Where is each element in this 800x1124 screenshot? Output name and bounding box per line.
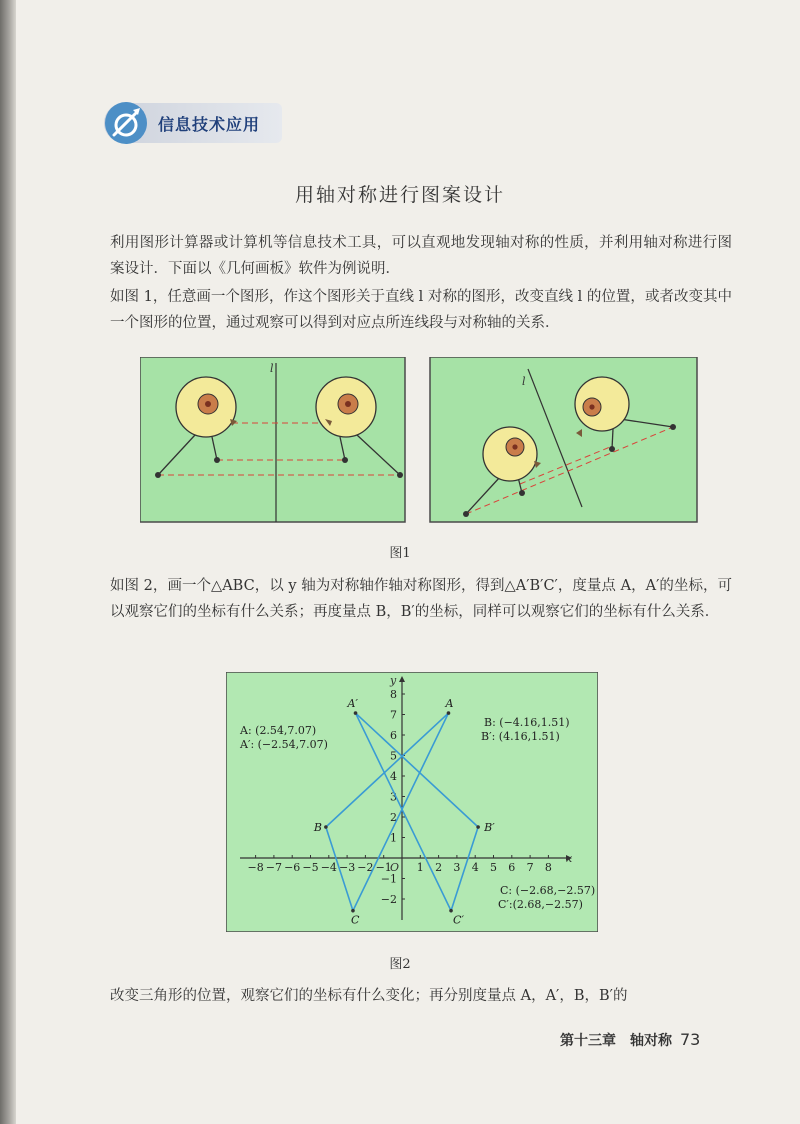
x-tick-label: 3: [453, 861, 461, 874]
x-tick-label: 6: [508, 861, 516, 874]
y-tick-label: −1: [380, 872, 397, 886]
compass-icon: [105, 102, 147, 144]
figure-1: [140, 357, 698, 525]
vertex-label: A′: [347, 697, 358, 711]
y-tick-label: 4: [390, 770, 397, 783]
readout-b-prime: B′: (4.16,1.51): [481, 730, 560, 743]
vertex-point: [324, 825, 328, 829]
paragraph-continued: 改变三角形的位置，观察它们的坐标有什么变化；再分别度量点 A，A′，B，B′的: [110, 988, 628, 1004]
x-tick-label: −5: [302, 861, 319, 874]
vertex-label: B′: [484, 821, 495, 835]
readout-a: A: (2.54,7.07): [240, 724, 317, 737]
x-tick-label: 4: [471, 861, 479, 874]
paragraph-figure1: 如图 1，任意画一个图形，作这个图形关于直线 l 对称的图形，改变直线 l 的位置，或者改变其中一个图形的位置，通过观察可以得到对应点所连线段与对称轴的关系．: [110, 289, 732, 331]
readout-c: C: (−2.68,−2.57): [500, 884, 596, 897]
x-tick-label: 7: [526, 861, 534, 874]
vertex-label: C: [350, 913, 360, 927]
section-badge: [104, 103, 282, 143]
x-tick-label: 8: [544, 861, 552, 874]
figure-1-right-panel: [430, 357, 697, 522]
x-tick-label: 2: [435, 861, 443, 874]
paragraph-figure2: 如图 2，画一个△ABC，以 y 轴为对称轴作轴对称图形，得到△A′B′C′，度量点 A，A′的坐标，可以观察它们的坐标有什么关系；再度量点 B，B′的坐标，同样可以观察它们的坐标有什么关系．: [110, 578, 732, 620]
readout-b: B: (−4.16,1.51): [484, 716, 570, 729]
x-tick-label: 1: [416, 861, 424, 874]
page-footer: [560, 1030, 700, 1050]
vertex-point: [351, 909, 355, 913]
readout-a-prime: A′: (−2.54,7.07): [240, 738, 328, 751]
vertex-point: [447, 711, 451, 715]
x-tick-label: −6: [284, 861, 301, 874]
page-title: 用轴对称进行图案设计: [294, 184, 505, 206]
x-tick-label: −8: [247, 861, 264, 874]
chapter-label: 第十三章 轴对称: [560, 1033, 672, 1049]
figure-2-caption: 图2: [389, 957, 411, 972]
vertex-label: A: [445, 697, 454, 711]
y-axis-label: y: [390, 674, 397, 687]
badge-label: 信息技术应用: [158, 115, 261, 134]
origin-label: O: [390, 861, 400, 874]
y-tick-label: 1: [390, 831, 397, 845]
vertex-point: [476, 825, 480, 829]
figure-1-left-panel: [140, 357, 405, 522]
y-tick-label: 6: [390, 729, 397, 742]
paragraph-intro: 利用图形计算器或计算机等信息技术工具，可以直观地发现轴对称的性质，并利用轴对称进行图案设计．下面以《几何画板》软件为例说明．: [110, 235, 732, 277]
x-tick-label: −1: [375, 861, 392, 874]
vertex-point: [354, 711, 358, 715]
y-tick-label: 3: [390, 790, 397, 804]
y-tick-label: 2: [390, 811, 397, 824]
x-axis-label: x: [566, 852, 573, 865]
page-number: 73: [680, 1030, 701, 1049]
x-tick-label: −7: [265, 861, 283, 874]
y-tick-label: −2: [380, 893, 397, 906]
y-tick-label: 7: [390, 708, 397, 722]
line-label-l: l: [270, 362, 274, 375]
y-tick-label: 8: [390, 688, 397, 701]
x-tick-label: −2: [357, 861, 374, 874]
x-tick-label: −4: [320, 861, 337, 874]
x-tick-label: −3: [338, 861, 356, 874]
svg-text:l: l: [522, 375, 526, 388]
figure-1-caption: 图1: [389, 546, 411, 561]
readout-c-prime: C′:(2.68,−2.57): [498, 898, 583, 911]
x-tick-label: 5: [490, 861, 497, 874]
vertex-label: B: [313, 821, 322, 835]
vertex-label: C′: [453, 913, 464, 927]
figure-2-coordinate-plot: [226, 672, 598, 932]
vertex-point: [449, 909, 453, 913]
y-tick-label: 5: [390, 749, 397, 763]
